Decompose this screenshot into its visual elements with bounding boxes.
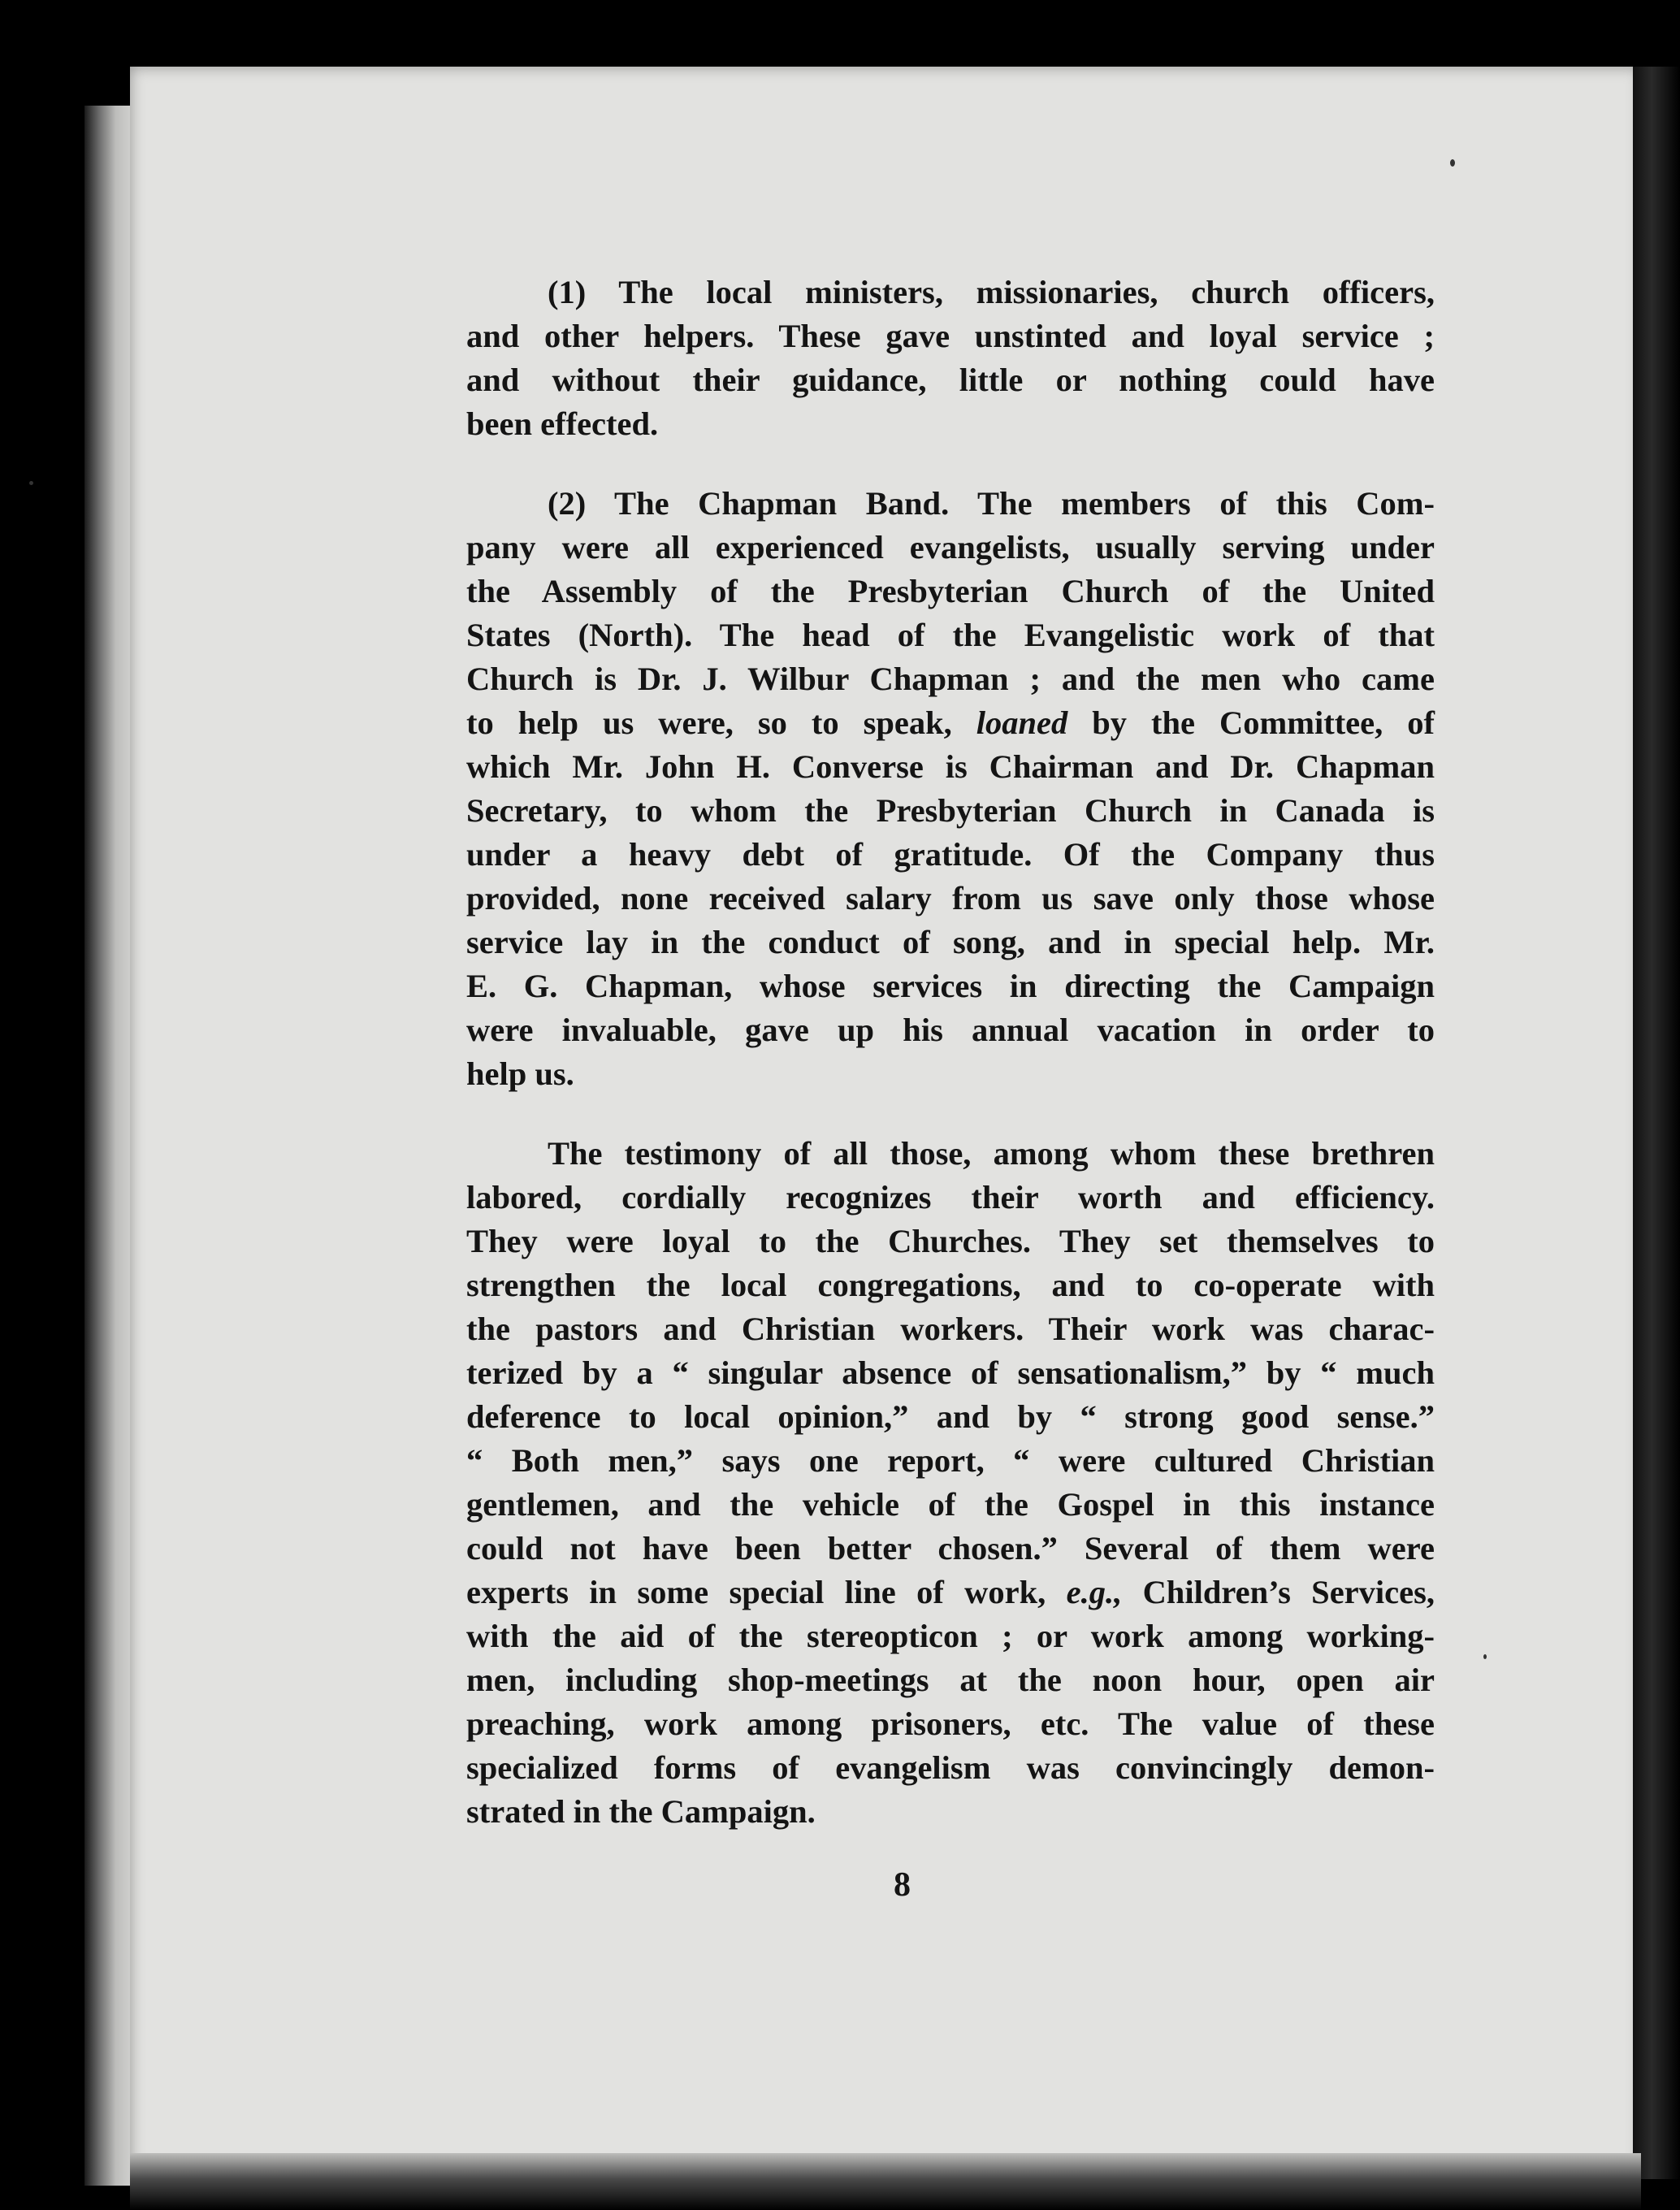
text-line: The testimony of all those, among whom these brethren	[548, 1135, 1435, 1172]
text-line: Church is Dr. J. Wilbur Chapman ; and the men who came	[466, 661, 1435, 697]
text-line: (1) The local ministers, missionaries, church officers,	[548, 274, 1435, 310]
text-line: terized by a “ singular absence of sensationalism,” by “ much	[466, 1354, 1435, 1391]
text-line: and without their guidance, little or nothing could have	[466, 362, 1435, 398]
text-line: to help us were, so to speak, loaned by the Committee, of	[466, 704, 1435, 741]
text-line: strengthen the local congregations, and to co-operate with	[466, 1267, 1435, 1303]
text-line: gentlemen, and the vehicle of the Gospel in this instance	[466, 1486, 1435, 1523]
text-line: deference to local opinion,” and by “ strong good sense.”	[466, 1398, 1435, 1435]
text-line: the pastors and Christian workers. Their work was charac-	[466, 1311, 1435, 1347]
text-line: with the aid of the stereopticon ; or work among working-	[466, 1618, 1435, 1654]
text-line: experts in some special line of work, e.g., Children’s Services,	[466, 1574, 1435, 1610]
page-body-text	[385, 271, 1435, 1870]
page-number: 8	[894, 1866, 911, 1904]
text-line: They were loyal to the Churches. They set themselves to	[466, 1223, 1435, 1259]
dust-speck	[1483, 1654, 1487, 1659]
page-right-shadow	[1633, 67, 1680, 2179]
text-line: preaching, work among prisoners, etc. The value of these	[466, 1705, 1435, 1742]
dust-speck	[29, 481, 33, 485]
text-line: provided, none received salary from us save only those whose	[466, 880, 1435, 916]
text-line: which Mr. John H. Converse is Chairman and Dr. Chapman	[466, 748, 1435, 785]
text-line: were invaluable, gave up his annual vacation in order to	[466, 1012, 1435, 1048]
text-line: E. G. Chapman, whose services in directing the Campaign	[466, 968, 1435, 1004]
text-line: help us.	[466, 1055, 574, 1092]
paragraph-chapman-band	[385, 482, 1435, 1096]
text-line: specialized forms of evangelism was convincingly demon-	[466, 1749, 1435, 1786]
text-line: been effected.	[466, 405, 659, 442]
page-bottom-shadow	[130, 2153, 1641, 2210]
text-line: the Assembly of the Presbyterian Church of the United	[466, 573, 1435, 609]
dust-speck	[1450, 159, 1455, 167]
text-line: and other helpers. These gave unstinted and loyal service ;	[466, 318, 1435, 354]
text-line: (2) The Chapman Band. The members of this Com-	[548, 485, 1435, 522]
text-line: pany were all experienced evangelists, usually serving under	[466, 529, 1435, 566]
paragraph-local-ministers	[385, 271, 1435, 446]
text-line: labored, cordially recognizes their worth and efficiency.	[466, 1179, 1435, 1216]
text-line: States (North). The head of the Evangelistic work of that	[466, 617, 1435, 653]
text-line: men, including shop-meetings at the noon hour, open air	[466, 1662, 1435, 1698]
paragraph-testimony	[385, 1132, 1435, 1834]
text-line: under a heavy debt of gratitude. Of the Company thus	[466, 836, 1435, 873]
text-line: could not have been better chosen.” Several of them were	[466, 1530, 1435, 1566]
text-line: service lay in the conduct of song, and in special help. Mr.	[466, 924, 1435, 960]
text-line: Secretary, to whom the Presbyterian Church in Canada is	[466, 792, 1435, 829]
text-line: “ Both men,” says one report, “ were cultured Christian	[466, 1442, 1435, 1479]
text-line: strated in the Campaign.	[466, 1793, 816, 1830]
